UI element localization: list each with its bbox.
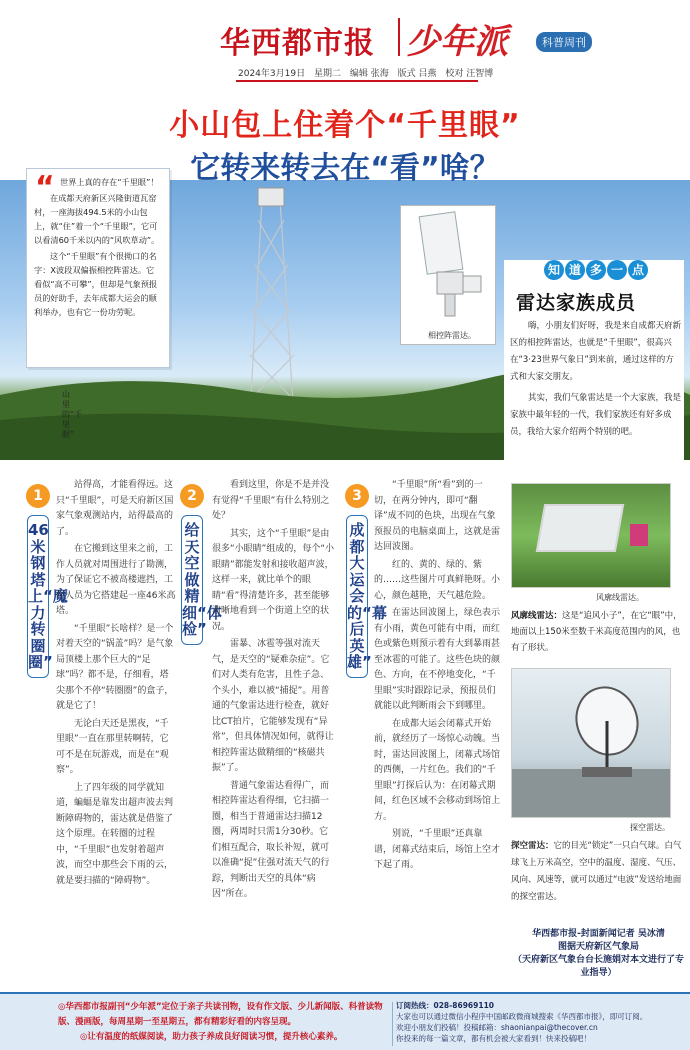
dateline xyxy=(238,66,499,79)
section-number: 1 xyxy=(26,484,50,508)
article-credit xyxy=(511,928,686,980)
intro-paragraph: 在成都天府新区兴隆街道瓦窑村，一座海拔494.5米的小山包上，就“住”着一个“千里眼”，它可以看清60千米以内的“风吹草动”。 xyxy=(34,193,160,245)
section-2-body xyxy=(212,478,336,905)
page-tag: 科普周刊 xyxy=(536,32,592,52)
sounding-radar-icon xyxy=(512,669,671,818)
paragraph: 无论白天还是黑夜，“千里眼”一直在那里转啊转，它可不是在玩游戏，而是在“观察”。 xyxy=(56,718,169,775)
intro-lead: 世界上真的存在“千里眼”！ xyxy=(60,177,159,187)
footer-promo xyxy=(58,1000,390,1045)
intro-box xyxy=(26,168,170,368)
knowledge-paragraph: 嗨，小朋友们好呀，我是来自成都天府新区的相控阵雷达，也就是“千里眼”，很高兴在“3·23世界气象日”到来前，通过这样的方式和大家交朋友。 xyxy=(510,321,682,382)
paragraph: 在雷达回波图上，绿色表示有小雨，黄色可能有中雨，而红色或紫色则预示着有大到暴雨甚至冰雹的可能了。这些色块的颜色、方向，在不停地变化，“千里眼”实时跟踪记录，预报员们就能以此判断雨会下到哪里。 xyxy=(374,608,501,711)
editor: 编辑 张海 xyxy=(349,69,389,79)
subscription-hotline: 订阅热线：028-86969110 xyxy=(396,1001,495,1010)
footer-promo-line: ◎华西都市报副刊“少年派”定位于亲子共读刊物，设有作文版、少儿新闻版、科普读物版、漫画版，每周星期一至星期五，都有精彩好看的内容呈现。 xyxy=(58,1002,383,1027)
headline-sub: 它转来转去在“看”啥？ xyxy=(190,151,500,186)
quote-icon: “ xyxy=(35,170,55,205)
knowledge-badge: 知 道 多 一 点 xyxy=(544,260,649,280)
sounding-radar-image xyxy=(511,668,671,818)
designer: 版式 吕燕 xyxy=(397,69,437,79)
sounding-radar-description xyxy=(511,838,685,906)
knowledge-title: 雷达家族成员 xyxy=(516,292,637,314)
proofreader: 校对 汪智博 xyxy=(445,69,494,79)
fan-caption: 风廓线雷达。 xyxy=(596,593,644,602)
paragraph: 在成都大运会闭幕式开始前，就经历了一场惊心动魄。当时，雷达回波图上，闭幕式场馆的西侧，一片红色。我们的“千里眼”打探后认为：在闭幕式期间，红色区域不会移动到场馆上方。 xyxy=(374,718,501,822)
headline-main: 小山包上住着个“千里眼” xyxy=(169,108,521,143)
submission-email: 欢迎小朋友们投稿！投稿邮箱：shaonianpai@thecover.cn xyxy=(396,1023,598,1032)
footer-promo-line: ◎让有温度的纸媒阅读，助力孩子养成良好阅读习惯，提升核心素养。 xyxy=(80,1032,343,1042)
paragraph: 站得高，才能看得远。这只“千里眼”，可是天府新区国家气象观测站内，站得最高的了。 xyxy=(56,480,174,537)
knowledge-body xyxy=(510,318,682,445)
submission-note: 你投来的每一篇文章，都有机会被大家看到！快来投稿吧！ xyxy=(396,1034,591,1043)
phased-caption: 相控阵雷达。 xyxy=(428,331,476,340)
phased-array-radar-image xyxy=(400,205,496,345)
section-3-body xyxy=(374,478,500,876)
sound-caption: 探空雷达。 xyxy=(630,823,670,832)
masthead xyxy=(0,0,690,108)
footer xyxy=(0,992,690,1050)
wind-profiler-text: 这是“追风小子”，在它“眼”中，地面以上150米至数千米高度范围内的风，也有了形状。 xyxy=(511,611,682,653)
credit-reporter: 华西都市报-封面新闻记者 吴冰清 xyxy=(532,929,665,939)
knowledge-box xyxy=(504,260,684,470)
masthead-rule xyxy=(236,80,478,82)
wind-profiler-radar-image xyxy=(511,483,671,588)
paragraph: 看到这里，你是不是并没有觉得“千里眼”有什么特别之处？ xyxy=(212,480,330,521)
paragraph: 上了四年级的同学就知道，蝙蝠是靠发出超声波去判断障碍物的，雷达就是借鉴了这个原理。在转圈的过程中，“千里眼”也发射着超声波，而空中那些会下雨的云，就是要扫描的“障碍物”。 xyxy=(56,782,174,886)
section-number: 3 xyxy=(345,484,369,508)
section-1-body xyxy=(56,478,176,891)
paragraph: 别说，“千里眼”还真靠谱，闭幕式结束后，场馆上空才下起了雨。 xyxy=(374,829,501,870)
wind-profiler-description xyxy=(511,608,683,656)
footer-divider xyxy=(392,1002,393,1046)
paragraph: “千里眼”所“看”到的一切，在两分钟内，即可“翻译”成不同的色块，出现在气象预报员的电脑桌面上，这就是雷达回波图。 xyxy=(374,480,501,552)
paragraph: 雷暴、冰雹等强对流天气，是天空的“疑难杂症”。它们对人类有危害，且性子急、个头小，难以被“捕捉”。用普通的气象雷达进行检查，就好比CT拍片，它能够发现有“异常”，但具体情况如何，就得让相控阵雷达做精细的“核磁共振”了。 xyxy=(212,639,334,773)
credit-photo: 图据天府新区气象局 xyxy=(557,942,639,952)
issue-weekday: 星期二 xyxy=(313,69,341,79)
paragraph: 普通气象雷达看得广，而相控阵雷达看得细，它扫描一圈，相当于普通雷达扫描12圈，两周时只需1分30秒。它们相互配合，取长补短，就可以准确“捉”住强对流天气的行踪，判断出天空的具体“病因”所在。 xyxy=(212,780,330,899)
section-number: 2 xyxy=(180,484,204,508)
paragraph: 在它搬到这里来之前，工作人员就对周围进行了勘测，为了保证它不被高楼遮挡，工作人员为它搭建起一座46米高塔。 xyxy=(56,544,176,616)
masthead-divider xyxy=(398,18,400,56)
newspaper-name: 华西都市报 xyxy=(220,26,375,61)
paragraph: 红的、黄的、绿的、紫的……这些图片可真鲜艳呀。小心，颜色越艳，天气越危险。 xyxy=(374,559,501,601)
phased-radar-icon xyxy=(401,206,497,326)
sounding-radar-text: 它的目光“锁定”一只白气球。白气球飞上万米高空，空中的温度、湿度、气压、风向、风速等，就可以通过“电波”发送给地面的探空雷达。 xyxy=(511,841,682,902)
issue-date: 2024年3月19日 xyxy=(238,69,306,79)
subscription-info: 大家也可以通过微信小程序中国邮政微商城搜索《华西都市报》，即可订阅。 xyxy=(396,1012,648,1021)
intro-paragraph: 这个“千里眼”有个很拗口的名字：X波段双偏振相控阵雷达。它看似“高不可攀”，但却是气象预报员的好助手，去年成都大运会的顺利举办，也有它一份功劳呢。 xyxy=(34,251,158,317)
section-heading: 成都大运会的“幕后英雄” xyxy=(346,515,368,678)
footer-contact xyxy=(396,1000,686,1044)
paragraph: 其实，这个“千里眼”是由很多“小眼睛”组成的，每个“小眼睛”都能发射和接收超声波，这样一来，就比单个的眼睛“看”得清楚许多，甚至能够清晰地看到一个街道上空的状况。 xyxy=(212,528,334,632)
section-name: 少年派 xyxy=(406,22,508,62)
credit-advisor: （天府新区气象台台长施娟对本文进行了专业指导） xyxy=(512,955,684,978)
section-heading: 给天空做精细“体检” xyxy=(181,515,203,645)
paragraph: “千里眼”长啥样？是一个对着天空的“锅盖”吗？是气象局顶楼上那个巨大的“足球”吗？都不是，仔细看，塔尖那个不停“转圈圈”的盒子，就是它了！ xyxy=(56,623,174,711)
tower-caption: 山里的“千里眼” xyxy=(62,390,83,439)
wind-profiler-label: 风廓线雷达： xyxy=(511,611,563,621)
knowledge-paragraph: 其实，我们气象雷达是一个大家族，我是家族中最年轻的一代，我们家族还有好多成员，我给大家介绍两个特别的吧。 xyxy=(510,393,682,437)
section-heading: 46米钢塔上“魔力转圈圈” xyxy=(27,515,49,678)
sounding-radar-label: 探空雷达： xyxy=(511,841,554,851)
